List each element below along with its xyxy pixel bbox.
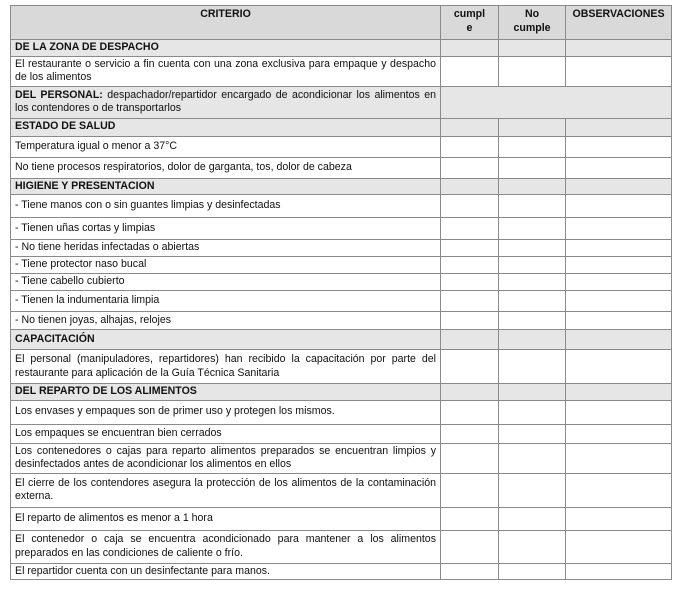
- cumple-cell[interactable]: [441, 257, 499, 274]
- observaciones-cell[interactable]: [566, 400, 672, 424]
- criterio-cell: - Tiene cabello cubierto: [11, 274, 441, 291]
- no-cumple-cell[interactable]: [499, 507, 566, 530]
- header-observaciones: OBSERVACIONES: [566, 6, 672, 40]
- cumple-cell[interactable]: [441, 384, 499, 401]
- section-row: [11, 384, 672, 401]
- criterio-cell: El contenedor o caja se encuentra acondicionado para mantener a los alimentos preparados en las condiciones de caliente o frío.: [11, 530, 441, 563]
- cumple-cell[interactable]: [441, 424, 499, 443]
- cumple-cell[interactable]: [441, 56, 499, 86]
- observaciones-cell[interactable]: [566, 136, 672, 157]
- criterio-cell: El personal (manipuladores, repartidores) han recibido la capacitación por parte del restaurante para aplicación de la Guía Técnica Sanitaria: [11, 350, 441, 384]
- cumple-cell[interactable]: [441, 507, 499, 530]
- section-row: [11, 330, 672, 350]
- no-cumple-cell[interactable]: [499, 400, 566, 424]
- observaciones-cell[interactable]: [566, 157, 672, 178]
- section-personal-text: despachador/repartidor encargado de acondicionar los alimentos en los contendores o de transportarlos: [15, 88, 437, 114]
- observaciones-cell[interactable]: [566, 218, 672, 240]
- no-cumple-cell[interactable]: [499, 257, 566, 274]
- no-cumple-cell[interactable]: [499, 178, 566, 195]
- table-row: [11, 563, 672, 580]
- table-row: [11, 350, 672, 384]
- cumple-cell[interactable]: [441, 443, 499, 473]
- observaciones-cell[interactable]: [566, 530, 672, 563]
- observaciones-cell[interactable]: [566, 473, 672, 507]
- criterio-cell: - No tiene heridas infectadas o abiertas: [11, 240, 441, 257]
- observaciones-cell[interactable]: [566, 56, 672, 86]
- table-row: [11, 291, 672, 312]
- criterio-cell: El cierre de los contendores asegura la protección de los alimentos de la contaminación externa.: [11, 473, 441, 507]
- no-cumple-cell[interactable]: [499, 473, 566, 507]
- criterio-cell: - Tienen uñas cortas y limpias: [11, 218, 441, 240]
- cumple-cell[interactable]: [441, 330, 499, 350]
- checklist-table: [10, 5, 672, 580]
- no-cumple-cell[interactable]: [499, 240, 566, 257]
- criterio-cell: No tiene procesos respiratorios, dolor de garganta, tos, dolor de cabeza: [11, 157, 441, 178]
- section-row: [11, 178, 672, 195]
- cumple-cell[interactable]: [441, 195, 499, 218]
- section-higiene: HIGIENE Y PRESENTACION: [11, 178, 441, 195]
- observaciones-cell[interactable]: [566, 240, 672, 257]
- header-no-cumple-label: No cumple: [513, 8, 551, 34]
- cumple-cell[interactable]: [441, 291, 499, 312]
- no-cumple-cell[interactable]: [499, 330, 566, 350]
- no-cumple-cell[interactable]: [499, 424, 566, 443]
- section-reparto: DEL REPARTO DE LOS ALIMENTOS: [11, 384, 441, 401]
- table-row: [11, 424, 672, 443]
- cumple-cell[interactable]: [441, 40, 499, 57]
- observaciones-cell[interactable]: [566, 40, 672, 57]
- observaciones-cell[interactable]: [566, 350, 672, 384]
- observaciones-cell[interactable]: [566, 257, 672, 274]
- no-cumple-cell[interactable]: [499, 312, 566, 330]
- cumple-cell[interactable]: [441, 118, 499, 136]
- header-no-cumple: [499, 6, 566, 40]
- observaciones-cell[interactable]: [566, 507, 672, 530]
- no-cumple-cell[interactable]: [499, 195, 566, 218]
- no-cumple-cell[interactable]: [499, 157, 566, 178]
- cumple-cell[interactable]: [441, 530, 499, 563]
- section-capacitacion: CAPACITACIÓN: [11, 330, 441, 350]
- cumple-cell[interactable]: [441, 312, 499, 330]
- section-row: [11, 40, 672, 57]
- no-cumple-cell[interactable]: [499, 118, 566, 136]
- observaciones-cell[interactable]: [566, 178, 672, 195]
- no-cumple-cell[interactable]: [499, 563, 566, 580]
- no-cumple-cell[interactable]: [499, 291, 566, 312]
- header-cumple: [441, 6, 499, 40]
- cumple-cell[interactable]: [441, 157, 499, 178]
- observaciones-cell[interactable]: [566, 274, 672, 291]
- criterio-cell: Los empaques se encuentran bien cerrados: [11, 424, 441, 443]
- cumple-cell[interactable]: [441, 274, 499, 291]
- cumple-cell[interactable]: [441, 400, 499, 424]
- no-cumple-cell[interactable]: [499, 274, 566, 291]
- table-row: [11, 443, 672, 473]
- table-row: [11, 56, 672, 86]
- cumple-cell[interactable]: [441, 563, 499, 580]
- cumple-cell[interactable]: [441, 178, 499, 195]
- observaciones-cell[interactable]: [566, 118, 672, 136]
- table-row: [11, 218, 672, 240]
- observaciones-cell[interactable]: [566, 563, 672, 580]
- criterio-cell: El repartidor cuenta con un desinfectante para manos.: [11, 563, 441, 580]
- criterio-cell: - Tiene manos con o sin guantes limpias y desinfectadas: [11, 195, 441, 218]
- section-row: [11, 118, 672, 136]
- section-estado-salud: ESTADO DE SALUD: [11, 118, 441, 136]
- table-row: [11, 157, 672, 178]
- criterio-cell: Los envases y empaques son de primer uso y protegen los mismos.: [11, 400, 441, 424]
- table-row: [11, 473, 672, 507]
- cumple-cell[interactable]: [441, 136, 499, 157]
- table-row: [11, 257, 672, 274]
- no-cumple-cell[interactable]: [499, 56, 566, 86]
- cumple-cell[interactable]: [441, 218, 499, 240]
- observaciones-cell[interactable]: [566, 195, 672, 218]
- table-row: [11, 240, 672, 257]
- criterio-cell: El restaurante o servicio a fin cuenta con una zona exclusiva para empaque y despacho de los alimentos: [11, 56, 441, 86]
- header-cumple-label: cumpl e: [453, 8, 486, 34]
- cumple-cell[interactable]: [441, 350, 499, 384]
- no-cumple-cell[interactable]: [499, 40, 566, 57]
- table-row: [11, 195, 672, 218]
- cumple-cell[interactable]: [441, 240, 499, 257]
- section-row: [11, 86, 672, 118]
- criterio-cell: Temperatura igual o menor a 37°C: [11, 136, 441, 157]
- observaciones-cell[interactable]: [566, 312, 672, 330]
- observaciones-cell[interactable]: [566, 384, 672, 401]
- criterio-cell: Los contenedores o cajas para reparto alimentos preparados se encuentran limpios y desinfectados antes de acondicionar los alimentos en ellos: [11, 443, 441, 473]
- header-row: [11, 6, 672, 40]
- criterio-cell: El reparto de alimentos es menor a 1 hora: [11, 507, 441, 530]
- section-personal-title: DEL PERSONAL:: [15, 88, 103, 101]
- section-zona-despacho: DE LA ZONA DE DESPACHO: [11, 40, 441, 57]
- table-row: [11, 274, 672, 291]
- criterio-cell: - No tienen joyas, alhajas, relojes: [11, 312, 441, 330]
- table-row: [11, 312, 672, 330]
- criterio-cell: - Tienen la indumentaria limpia: [11, 291, 441, 312]
- section-personal-blank: [441, 86, 672, 118]
- observaciones-cell[interactable]: [566, 330, 672, 350]
- cumple-cell[interactable]: [441, 473, 499, 507]
- no-cumple-cell[interactable]: [499, 218, 566, 240]
- observaciones-cell[interactable]: [566, 291, 672, 312]
- table-row: [11, 530, 672, 563]
- table-row: [11, 400, 672, 424]
- header-criterio: CRITERIO: [11, 6, 441, 40]
- observaciones-cell[interactable]: [566, 424, 672, 443]
- no-cumple-cell[interactable]: [499, 350, 566, 384]
- criterio-cell: - Tiene protector naso bucal: [11, 257, 441, 274]
- no-cumple-cell[interactable]: [499, 136, 566, 157]
- observaciones-cell[interactable]: [566, 443, 672, 473]
- table-row: [11, 507, 672, 530]
- table-row: [11, 136, 672, 157]
- no-cumple-cell[interactable]: [499, 530, 566, 563]
- no-cumple-cell[interactable]: [499, 443, 566, 473]
- section-personal: [11, 86, 441, 118]
- no-cumple-cell[interactable]: [499, 384, 566, 401]
